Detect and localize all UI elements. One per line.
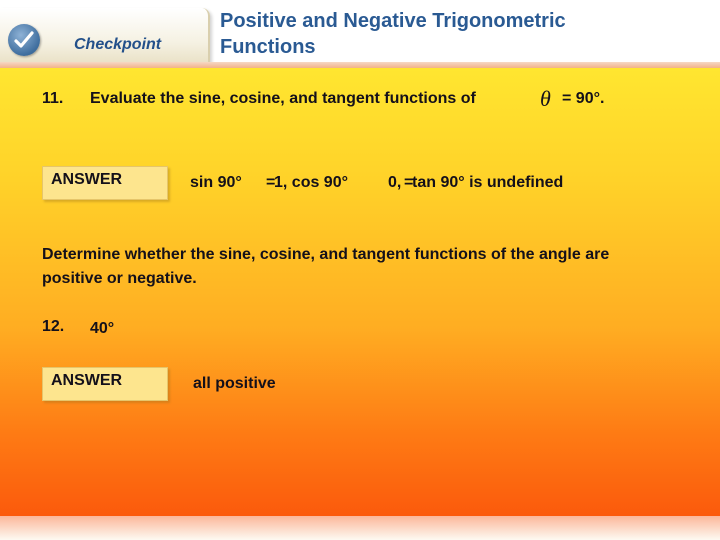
checkpoint-tab (0, 8, 210, 66)
instruction-line-1: Determine whether the sine, cosine, and tangent functions of the angle are (42, 246, 610, 263)
answer-11-tan: tan 90° is undefined (412, 174, 564, 191)
checkmark-icon (8, 24, 40, 56)
answer-12: all positive (193, 375, 276, 392)
problem-12-number: 12. (42, 318, 65, 335)
theta-symbol: θ (540, 86, 551, 111)
footer-bar (0, 516, 720, 540)
problem-11-angle: = 90°. (562, 90, 605, 107)
answer-11-equals-2: = (404, 174, 414, 191)
answer-11-equals-1: = (266, 174, 276, 191)
problem-11-number: 11. (42, 90, 64, 107)
answer-label-11: ANSWER (51, 171, 123, 188)
page-title-line-2: Functions (220, 36, 316, 58)
answer-11-sin: sin 90° (190, 174, 242, 191)
checkpoint-label: Checkpoint (74, 36, 162, 53)
answer-11-cos-value: 0, (388, 174, 402, 191)
answer-box-11 (42, 166, 168, 200)
header (0, 0, 720, 68)
page-title-line-1: Positive and Negative Trigonometric (220, 10, 566, 32)
problem-11-prompt: Evaluate the sine, cosine, and tangent functions of (90, 90, 476, 107)
content-area (0, 68, 720, 516)
answer-box-12 (42, 367, 168, 401)
answer-11-cos: 1, cos 90° (274, 174, 348, 191)
instruction-line-2: positive or negative. (42, 270, 197, 287)
problem-12-angle: 40° (90, 320, 115, 337)
answer-label-12: ANSWER (51, 372, 123, 389)
